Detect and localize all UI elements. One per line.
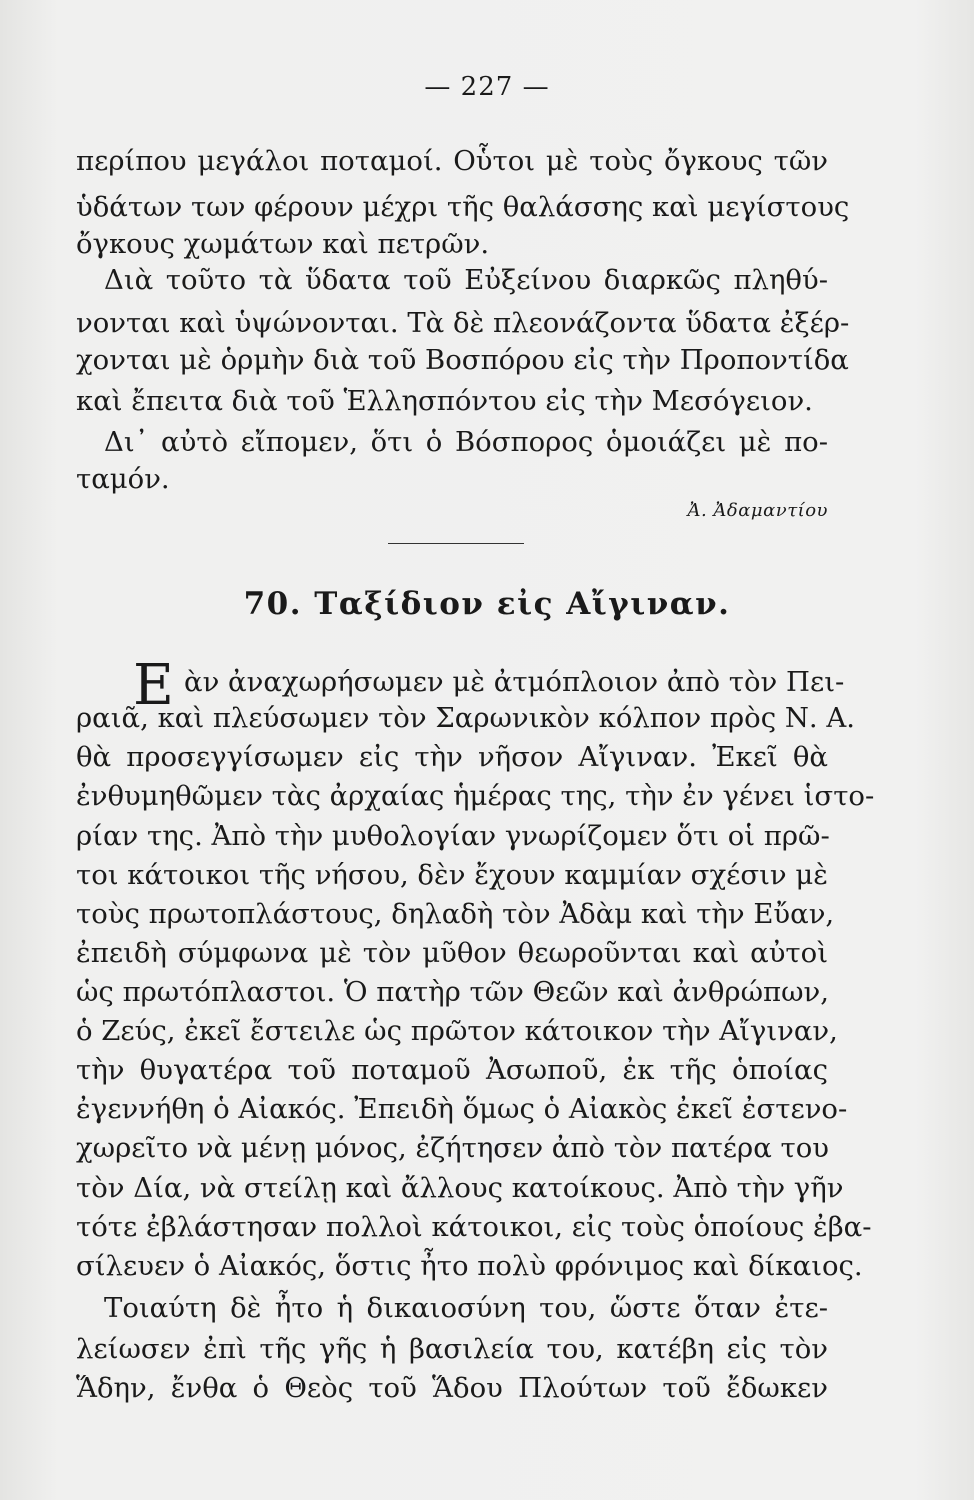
text-line: ραιᾶ, καὶ πλεύσωμεν τὸν Σαρωνικὸν κόλπον πρὸς Ν. Α. <box>76 702 855 734</box>
text-line: ὰν ἀναχωρήσωμεν μὲ ἀτμόπλοιον ἀπὸ τὸν Πει- <box>184 666 845 698</box>
text-line: χονται μὲ ὁρμὴν διὰ τοῦ Βοσπόρου εἰς τὴν Προποντίδα <box>76 344 849 376</box>
text-line: Δι᾽ αὐτὸ εἴπομεν, ὅτι ὁ Βόσπορος ὁμοιάζει μὲ πο- <box>104 426 828 458</box>
text-line: ὑδάτων των φέρουν μέχρι τῆς θαλάσσης καὶ μεγίστους <box>76 191 850 223</box>
text-line: ἐγεννήθη ὁ Αἰακός. Ἐπειδὴ ὅμως ὁ Αἰακὸς ἐκεῖ ἐστενο- <box>76 1093 848 1125</box>
section-heading: 70. Ταξίδιον εἰς Αἴγιναν. <box>243 586 731 622</box>
text-line: τὸν Δία, νὰ στείλῃ καὶ ἄλλους κατοίκους. Ἀπὸ τὴν γῆν <box>76 1172 844 1204</box>
text-line: νονται καὶ ὑψώνονται. Τὰ δὲ πλεονάζοντα ὕδατα ἐξέρ- <box>76 307 850 339</box>
text-line: σίλευεν ὁ Αἰακός, ὅστις ἦτο πολὺ φρόνιμος καὶ δίκαιος. <box>76 1250 863 1282</box>
text-line: ταμόν. <box>76 463 170 495</box>
text-line: περίπου μεγάλοι ποταμοί. Οὗτοι μὲ τοὺς ὄγκους τῶν <box>76 145 828 177</box>
text-line: θὰ προσεγγίσωμεν εἰς τὴν νῆσον Αἴγιναν. Ἐκεῖ θὰ <box>76 741 828 773</box>
text-line: τότε ἐβλάστησαν πολλοὶ κάτοικοι, εἰς τοὺς ὁποίους ἐβα- <box>76 1211 872 1243</box>
text-line: ἐνθυμηθῶμεν τὰς ἀρχαίας ἡμέρας της, τὴν ἐν γένει ἱστο- <box>76 780 875 812</box>
author-attribution: Ἀ. Ἀδαμαντίου <box>687 500 828 521</box>
text-line: ὄγκους χωμάτων καὶ πετρῶν. <box>76 228 490 260</box>
text-line: χωρεῖτο νὰ μένῃ μόνος, ἐζήτησεν ἀπὸ τὸν πατέρα του <box>76 1132 830 1164</box>
text-line: ὡς πρωτόπλαστοι. Ὁ πατὴρ τῶν Θεῶν καὶ ἀνθρώπων, <box>76 976 829 1008</box>
text-line: τοὺς πρωτοπλάστους, δηλαδὴ τὸν Ἀδὰμ καὶ τὴν Εὔαν, <box>76 898 835 930</box>
section-divider <box>388 543 524 544</box>
text-line: Διὰ τοῦτο τὰ ὕδατα τοῦ Εὐξείνου διαρκῶς πληθύ- <box>104 264 828 296</box>
text-line: καὶ ἔπειτα διὰ τοῦ Ἑλλησπόντου εἰς τὴν Μεσόγειον. <box>76 385 813 417</box>
page-number: — 227 — <box>424 72 550 102</box>
text-line: ρίαν της. Ἀπὸ τὴν μυθολογίαν γνωρίζομεν ὅτι οἱ πρῶ- <box>76 820 830 852</box>
drop-cap: Ε <box>133 653 174 718</box>
text-line: Τοιαύτη δὲ ἦτο ἡ δικαιοσύνη του, ὥστε ὅταν ἐτε- <box>104 1292 828 1324</box>
text-line: Ἅδην, ἔνθα ὁ Θεὸς τοῦ Ἅδου Πλούτων τοῦ ἔδωκεν <box>76 1372 828 1404</box>
text-line: λείωσεν ἐπὶ τῆς γῆς ἡ βασιλεία του, κατέβη εἰς τὸν <box>76 1333 828 1365</box>
text-line: ἐπειδὴ σύμφωνα μὲ τὸν μῦθον θεωροῦνται καὶ αὐτοὶ <box>76 937 828 969</box>
text-line: ὁ Ζεύς, ἐκεῖ ἔστειλε ὡς πρῶτον κάτοικον τὴν Αἴγιναν, <box>76 1015 838 1047</box>
text-line: τὴν θυγατέρα τοῦ ποταμοῦ Ἀσωποῦ, ἐκ τῆς ὁποίας <box>76 1054 828 1086</box>
text-line: τοι κάτοικοι τῆς νήσου, δὲν ἔχουν καμμίαν σχέσιν μὲ <box>76 859 828 891</box>
